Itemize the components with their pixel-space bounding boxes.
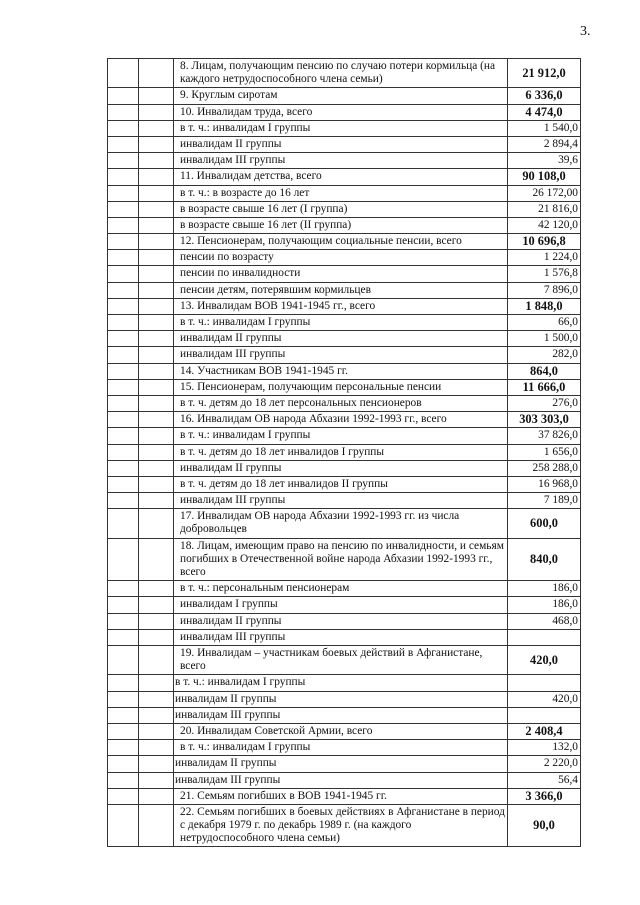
row-cell-empty-2 [139,282,174,298]
row-cell-empty-1 [108,153,139,169]
row-label: пенсии по возрасту [174,250,508,266]
row-cell-empty-2 [139,331,174,347]
row-cell-empty-1 [108,169,139,185]
row-cell-empty-2 [139,476,174,492]
row-value: 186,0 [508,581,581,597]
row-label: 21. Семьям погибших в ВОВ 1941-1945 гг. [174,788,508,804]
row-cell-empty-2 [139,120,174,136]
pension-table [107,58,581,847]
table-row [108,476,581,492]
row-cell-empty-2 [139,59,174,88]
table-row [108,59,581,88]
row-cell-empty-2 [139,169,174,185]
row-cell-empty-2 [139,347,174,363]
row-label: инвалидам I группы [174,597,508,613]
row-cell-empty-1 [108,185,139,201]
table-row [108,266,581,282]
table-row [108,804,581,847]
row-cell-empty-1 [108,476,139,492]
row-label: пенсии детям, потерявшим кормильцев [174,282,508,298]
row-cell-empty-1 [108,597,139,613]
row-cell-empty-1 [108,493,139,509]
row-cell-empty-2 [139,597,174,613]
row-cell-empty-2 [139,250,174,266]
page-number: 3. [580,24,591,39]
row-cell-empty-1 [108,460,139,476]
row-cell-empty-2 [139,136,174,152]
row-value: 90,0 [508,804,581,847]
row-cell-empty-1 [108,538,139,581]
row-cell-empty-1 [108,298,139,314]
row-value: 37 826,0 [508,428,581,444]
row-cell-empty-1 [108,250,139,266]
table-row [108,646,581,675]
row-value: 16 968,0 [508,476,581,492]
table-row [108,153,581,169]
row-value: 4 474,0 [508,104,581,120]
row-label: пенсии по инвалидности [174,266,508,282]
row-cell-empty-1 [108,691,139,707]
row-cell-empty-2 [139,629,174,645]
row-value: 186,0 [508,597,581,613]
row-label: в т. ч.: инвалидам I группы [174,120,508,136]
row-label: инвалидам II группы [174,756,508,772]
table-row [108,363,581,379]
row-cell-empty-2 [139,185,174,201]
row-cell-empty-2 [139,646,174,675]
table-row [108,629,581,645]
row-cell-empty-2 [139,675,174,691]
row-value: 26 172,00 [508,185,581,201]
row-value: 468,0 [508,613,581,629]
row-label: в возрасте свыше 16 лет (I группа) [174,201,508,217]
row-cell-empty-2 [139,217,174,233]
table-row [108,136,581,152]
row-label: инвалидам III группы [174,493,508,509]
row-label: 13. Инвалидам ВОВ 1941-1945 гг., всего [174,298,508,314]
table-row [108,493,581,509]
row-label: инвалидам III группы [174,153,508,169]
row-cell-empty-2 [139,691,174,707]
row-cell-empty-1 [108,740,139,756]
row-label: инвалидам III группы [174,347,508,363]
row-label: в т. ч.: инвалидам I группы [174,675,508,691]
row-cell-empty-2 [139,153,174,169]
row-value: 1 576,8 [508,266,581,282]
row-value: 864,0 [508,363,581,379]
row-cell-empty-2 [139,756,174,772]
row-label: в т. ч.: в возрасте до 16 лет [174,185,508,201]
table-row [108,379,581,395]
row-value: 303 303,0 [508,412,581,428]
row-label: инвалидам III группы [174,772,508,788]
row-value: 11 666,0 [508,379,581,395]
row-cell-empty-1 [108,772,139,788]
row-cell-empty-1 [108,363,139,379]
table-row [108,282,581,298]
row-cell-empty-1 [108,282,139,298]
row-value: 2 408,4 [508,723,581,739]
row-value: 66,0 [508,315,581,331]
row-label: 22. Семьям погибших в боевых действиях в Афганистане в период с декабря 1979 г. по декабрь 1989 г. (на каждого нетрудоспособного члена семьи) [174,804,508,847]
row-value: 21 816,0 [508,201,581,217]
row-label: в возрасте свыше 16 лет (II группа) [174,217,508,233]
row-cell-empty-1 [108,331,139,347]
row-value: 1 540,0 [508,120,581,136]
row-cell-empty-2 [139,460,174,476]
row-cell-empty-2 [139,788,174,804]
row-cell-empty-1 [108,675,139,691]
row-cell-empty-1 [108,646,139,675]
table-row [108,201,581,217]
row-label: 19. Инвалидам – участникам боевых действий в Афганистане, всего [174,646,508,675]
row-label: 17. Инвалидам ОВ народа Абхазии 1992-1993 гг. из числа добровольцев [174,509,508,538]
row-cell-empty-2 [139,444,174,460]
table-row [108,613,581,629]
row-label: инвалидам II группы [174,331,508,347]
row-value: 7 189,0 [508,493,581,509]
row-cell-empty-2 [139,428,174,444]
row-value: 2 894,4 [508,136,581,152]
row-label: в т. ч.: инвалидам I группы [174,428,508,444]
row-cell-empty-2 [139,266,174,282]
row-cell-empty-2 [139,538,174,581]
row-value [508,675,581,691]
table-row [108,509,581,538]
table-row [108,460,581,476]
row-value: 21 912,0 [508,59,581,88]
row-cell-empty-2 [139,740,174,756]
row-label: 18. Лицам, имеющим право на пенсию по инвалидности, и семьям погибших в Отечественной войне народа Абхазии 1992-1993 гг., всего [174,538,508,581]
table-row [108,675,581,691]
row-cell-empty-1 [108,266,139,282]
row-value: 840,0 [508,538,581,581]
row-value: 42 120,0 [508,217,581,233]
row-cell-empty-1 [108,804,139,847]
row-value: 3 366,0 [508,788,581,804]
row-label: 11. Инвалидам детства, всего [174,169,508,185]
row-value [508,629,581,645]
row-cell-empty-2 [139,613,174,629]
row-label: 9. Круглым сиротам [174,88,508,104]
row-cell-empty-1 [108,120,139,136]
row-cell-empty-2 [139,363,174,379]
table-row [108,234,581,250]
row-cell-empty-1 [108,581,139,597]
row-label: в т. ч. детям до 18 лет инвалидов I группы [174,444,508,460]
row-value [508,707,581,723]
row-value: 90 108,0 [508,169,581,185]
row-cell-empty-2 [139,723,174,739]
row-cell-empty-2 [139,581,174,597]
table-row [108,581,581,597]
row-value: 1 656,0 [508,444,581,460]
table-row [108,347,581,363]
row-value: 420,0 [508,646,581,675]
table-row [108,707,581,723]
row-label: в т. ч.: персональным пенсионерам [174,581,508,597]
row-cell-empty-1 [108,509,139,538]
row-label: инвалидам II группы [174,691,508,707]
table-row [108,169,581,185]
row-value: 39,6 [508,153,581,169]
row-label: в т. ч. детям до 18 лет инвалидов II группы [174,476,508,492]
row-value: 1 500,0 [508,331,581,347]
row-value: 10 696,8 [508,234,581,250]
table-row [108,88,581,104]
table-row [108,250,581,266]
row-cell-empty-2 [139,88,174,104]
table-row [108,412,581,428]
table-row [108,597,581,613]
row-cell-empty-1 [108,395,139,411]
table-row [108,788,581,804]
table-row [108,740,581,756]
row-label: 8. Лицам, получающим пенсию по случаю потери кормильца (на каждого нетрудоспособного члена семьи) [174,59,508,88]
row-cell-empty-2 [139,493,174,509]
row-cell-empty-2 [139,234,174,250]
row-label: инвалидам III группы [174,629,508,645]
row-label: 15. Пенсионерам, получающим персональные пенсии [174,379,508,395]
row-cell-empty-1 [108,217,139,233]
table-row [108,538,581,581]
table-row [108,444,581,460]
row-cell-empty-2 [139,804,174,847]
table-row [108,331,581,347]
table-row [108,104,581,120]
row-cell-empty-1 [108,88,139,104]
table-row [108,315,581,331]
row-label: в т. ч.: инвалидам I группы [174,740,508,756]
row-label: в т. ч. детям до 18 лет персональных пенсионеров [174,395,508,411]
table-row [108,395,581,411]
row-value: 420,0 [508,691,581,707]
row-cell-empty-1 [108,428,139,444]
row-label: 14. Участникам ВОВ 1941-1945 гг. [174,363,508,379]
row-label: 20. Инвалидам Советской Армии, всего [174,723,508,739]
row-value: 56,4 [508,772,581,788]
table-row [108,772,581,788]
row-cell-empty-1 [108,136,139,152]
table-body [108,59,581,847]
row-label: инвалидам II группы [174,136,508,152]
row-cell-empty-1 [108,234,139,250]
table-row [108,428,581,444]
row-value: 2 220,0 [508,756,581,772]
row-cell-empty-1 [108,347,139,363]
table-row [108,185,581,201]
table-row [108,298,581,314]
row-cell-empty-2 [139,509,174,538]
table-row [108,756,581,772]
row-label: инвалидам II группы [174,460,508,476]
row-cell-empty-2 [139,104,174,120]
row-cell-empty-2 [139,201,174,217]
row-value: 276,0 [508,395,581,411]
row-label: в т. ч.: инвалидам I группы [174,315,508,331]
table-row [108,217,581,233]
row-value: 1 848,0 [508,298,581,314]
row-cell-empty-2 [139,379,174,395]
row-label: 16. Инвалидам ОВ народа Абхазии 1992-1993 гг., всего [174,412,508,428]
row-cell-empty-1 [108,412,139,428]
row-cell-empty-2 [139,395,174,411]
row-value: 258 288,0 [508,460,581,476]
row-cell-empty-1 [108,756,139,772]
row-cell-empty-1 [108,613,139,629]
row-cell-empty-1 [108,723,139,739]
row-cell-empty-2 [139,707,174,723]
row-value: 7 896,0 [508,282,581,298]
row-cell-empty-1 [108,629,139,645]
row-cell-empty-2 [139,772,174,788]
row-value: 132,0 [508,740,581,756]
row-value: 600,0 [508,509,581,538]
row-label: инвалидам III группы [174,707,508,723]
row-cell-empty-2 [139,412,174,428]
row-cell-empty-1 [108,104,139,120]
row-label: инвалидам II группы [174,613,508,629]
row-value: 6 336,0 [508,88,581,104]
row-cell-empty-2 [139,298,174,314]
row-value: 1 224,0 [508,250,581,266]
row-cell-empty-1 [108,444,139,460]
row-cell-empty-1 [108,707,139,723]
row-label: 12. Пенсионерам, получающим социальные пенсии, всего [174,234,508,250]
row-cell-empty-1 [108,201,139,217]
row-cell-empty-1 [108,788,139,804]
table-row [108,120,581,136]
row-cell-empty-1 [108,315,139,331]
table-row [108,691,581,707]
row-value: 282,0 [508,347,581,363]
table-row [108,723,581,739]
row-cell-empty-1 [108,59,139,88]
row-cell-empty-1 [108,379,139,395]
row-cell-empty-2 [139,315,174,331]
row-label: 10. Инвалидам труда, всего [174,104,508,120]
